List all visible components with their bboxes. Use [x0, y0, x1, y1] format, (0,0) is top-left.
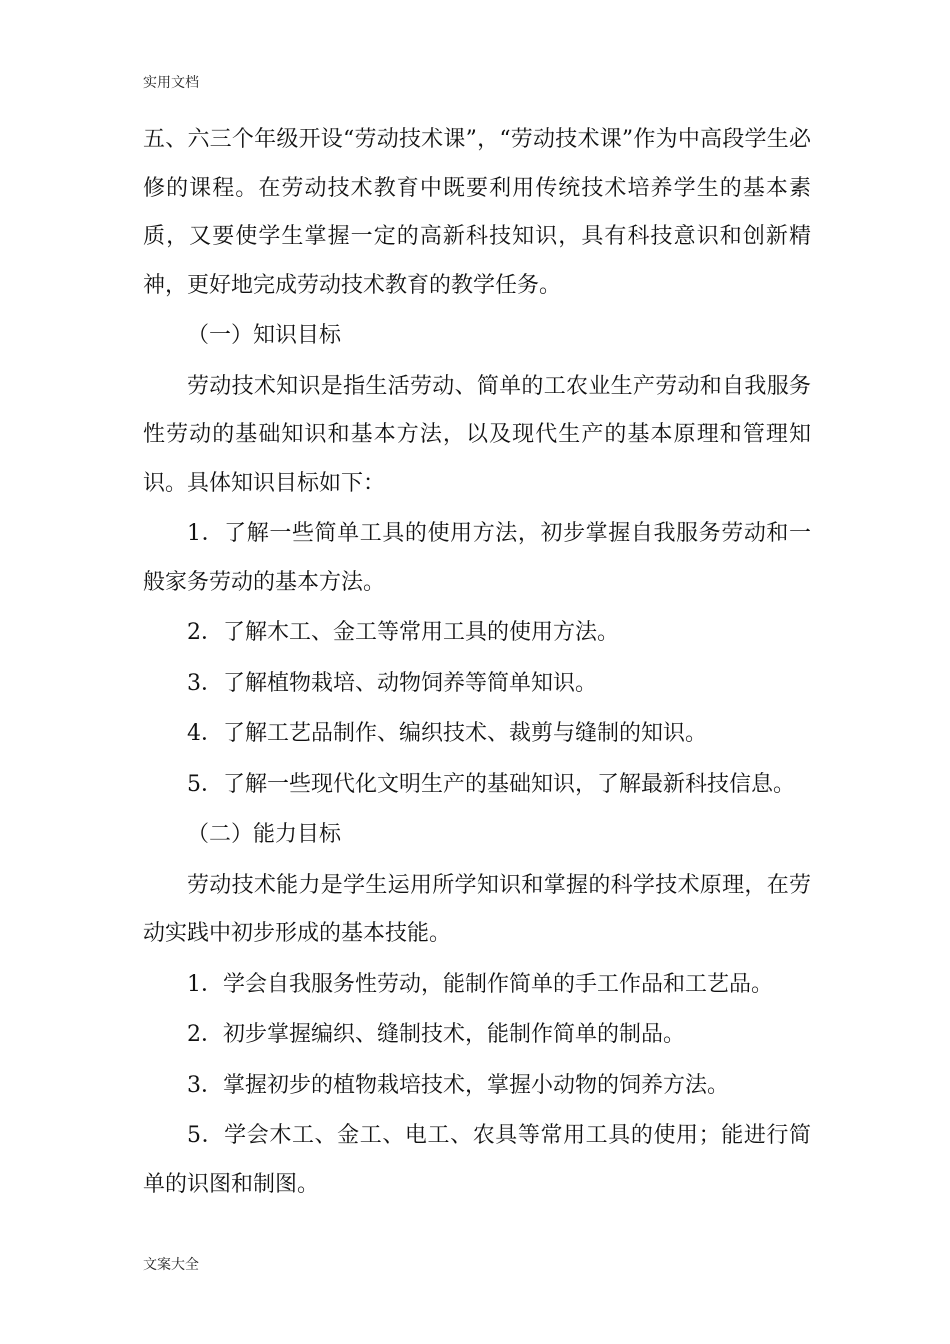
knowledge-item-1: 1．了解一些简单工具的使用方法，初步掌握自我服务劳动和一般家务劳动的基本方法。 — [143, 521, 811, 595]
section-heading-ability: （二）能力目标 — [187, 822, 342, 847]
paragraph-ability-definition: 劳动技术能力是学生运用所学知识和掌握的科学技术原理，在劳动实践中初步形成的基本技能。 — [143, 872, 811, 946]
paragraph-intro: 五、六三个年级开设“劳动技术课”，“劳动技术课”作为中高段学生必修的课程。在劳动技术教育中既要利用传统技术培养学生的基本素质，又要使学生掌握一定的高新科技知识，具有科技意识和创新精神，更好地完成劳动技术教育的教学任务。 — [143, 127, 811, 298]
knowledge-item-4: 4．了解工艺品制作、编织技术、裁剪与缝制的知识。 — [187, 721, 707, 746]
ability-item-2: 2．初步掌握编织、缝制技术，能制作简单的制品。 — [187, 1022, 685, 1047]
ability-item-1: 1．学会自我服务性劳动，能制作简单的手工作品和工艺品。 — [187, 971, 773, 997]
page-footer: 文案大全 — [143, 1257, 199, 1273]
knowledge-item-3: 3．了解植物栽培、动物饲养等简单知识。 — [187, 670, 597, 696]
ability-item-3: 3．掌握初步的植物栽培技术，掌握小动物的饲养方法。 — [187, 1072, 729, 1098]
section-heading-knowledge: （一）知识目标 — [187, 323, 342, 348]
paragraph-knowledge-definition: 劳动技术知识是指生活劳动、简单的工农业生产劳动和自我服务性劳动的基础知识和基本方法，以及现代生产的基本原理和管理知识。具体知识目标如下： — [143, 373, 811, 496]
page-header: 实用文档 — [143, 75, 199, 91]
knowledge-item-2: 2．了解木工、金工等常用工具的使用方法。 — [187, 620, 619, 645]
knowledge-item-5: 5．了解一些现代化文明生产的基础知识，了解最新科技信息。 — [187, 771, 795, 797]
ability-item-5: 5．学会木工、金工、电工、农具等常用工具的使用；能进行简单的识图和制图。 — [143, 1123, 811, 1197]
document-body — [143, 116, 811, 1209]
